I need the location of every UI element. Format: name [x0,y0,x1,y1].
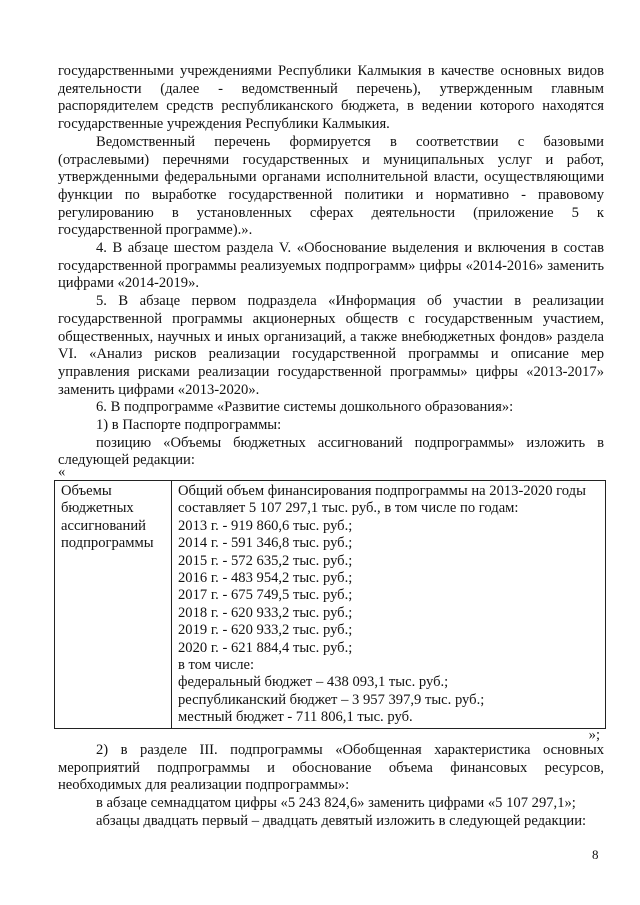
budget-line: республиканский бюджет – 3 957 397,9 тыс. руб.; [178,691,485,708]
paragraph: 4. В абзаце шестом раздела V. «Обоснование выделения и включения в состав государственной программы реализуемых подпрограмм» цифры «2014-2016» заменить цифрами «2014-2019». [58,240,604,292]
table-value-cell [172,481,606,729]
paragraph: 1) в Паспорте подпрограммы: [96,417,282,434]
budget-table [54,480,606,729]
budget-line: местный бюджет - 711 806,1 тыс. руб. [178,709,413,726]
paragraph: 5. В абзаце первом подраздела «Информация об участии в реализации государственной программы акционерных обществ с государственным участием, общественных, научных и иных организаций, а также внебюджетных фондов» раздела VI. «Анализ рисков реализации государственной программы и описание мер управления рисками реализации государственной программы» цифры «2013-2017» заменить цифрами «2013-2020». [58,293,604,398]
body-text-bottom [58,742,604,831]
budget-line: 2016 г. - 483 954,2 тыс. руб.; [178,570,353,587]
opening-quote: « [58,464,66,480]
closing-quote: »; [588,727,600,743]
budget-line: 2019 г. - 620 933,2 тыс. руб.; [178,622,353,639]
page-number: 8 [592,847,599,862]
paragraph: 2) в разделе III. подпрограммы «Обобщенная характеристика основных мероприятий подпрограммы и обоснование объема финансовых ресурсов, необходимых для реализации подпрограммы»: [58,742,604,794]
budget-line: 2014 г. - 591 346,8 тыс. руб.; [178,535,353,552]
budget-line: 2015 г. - 572 635,2 тыс. руб.; [178,552,353,569]
paragraph: в абзаце семнадцатом цифры «5 243 824,6» заменить цифрами «5 107 297,1»; [96,795,576,812]
budget-line: 2017 г. - 675 749,5 тыс. руб.; [178,587,353,604]
budget-line: 2013 г. - 919 860,6 тыс. руб.; [178,517,353,534]
table-label-cell: Объемы бюджетных ассигнований подпрограммы [55,481,172,729]
paragraph: Ведомственный перечень формируется в соответствии с базовыми (отраслевыми) перечнями государственных и муниципальных услуг и работ, утвержденными федеральными органами исполнительной власти, осуществляющими функции по выработке государственной политики и нормативно - правовому регулированию в установленных сферах деятельности (приложение 5 к государственной программе).». [58,133,604,239]
budget-line: Общий объем финансирования подпрограммы на 2013-2020 годы [178,483,586,499]
budget-line: федеральный бюджет – 438 093,1 тыс. руб.; [178,674,449,691]
paragraph: государственными учреждениями Республики Калмыкия в качестве основных видов деятельности (далее - ведомственный перечень), утвержденным главным распорядителем средств республиканского бюджета, в ведении которого находятся государственные учреждения Республики Калмыкия. [58,63,604,133]
budget-line: 2020 г. - 621 884,4 тыс. руб.; [178,639,353,656]
budget-line: 2018 г. - 620 933,2 тыс. руб.; [178,604,353,621]
paragraph: 6. В подпрограмме «Развитие системы дошкольного образования»: [96,399,514,416]
paragraph: позицию «Объемы бюджетных ассигнований подпрограммы» изложить в следующей редакции: [58,434,604,469]
body-text-top [58,63,604,470]
budget-line: в том числе: [178,657,255,674]
table-row [55,481,606,729]
budget-line: составляет 5 107 297,1 тыс. руб., в том числе по годам: [178,500,519,517]
paragraph: абзацы двадцать первый – двадцать девятый изложить в следующей редакции: [96,812,587,829]
